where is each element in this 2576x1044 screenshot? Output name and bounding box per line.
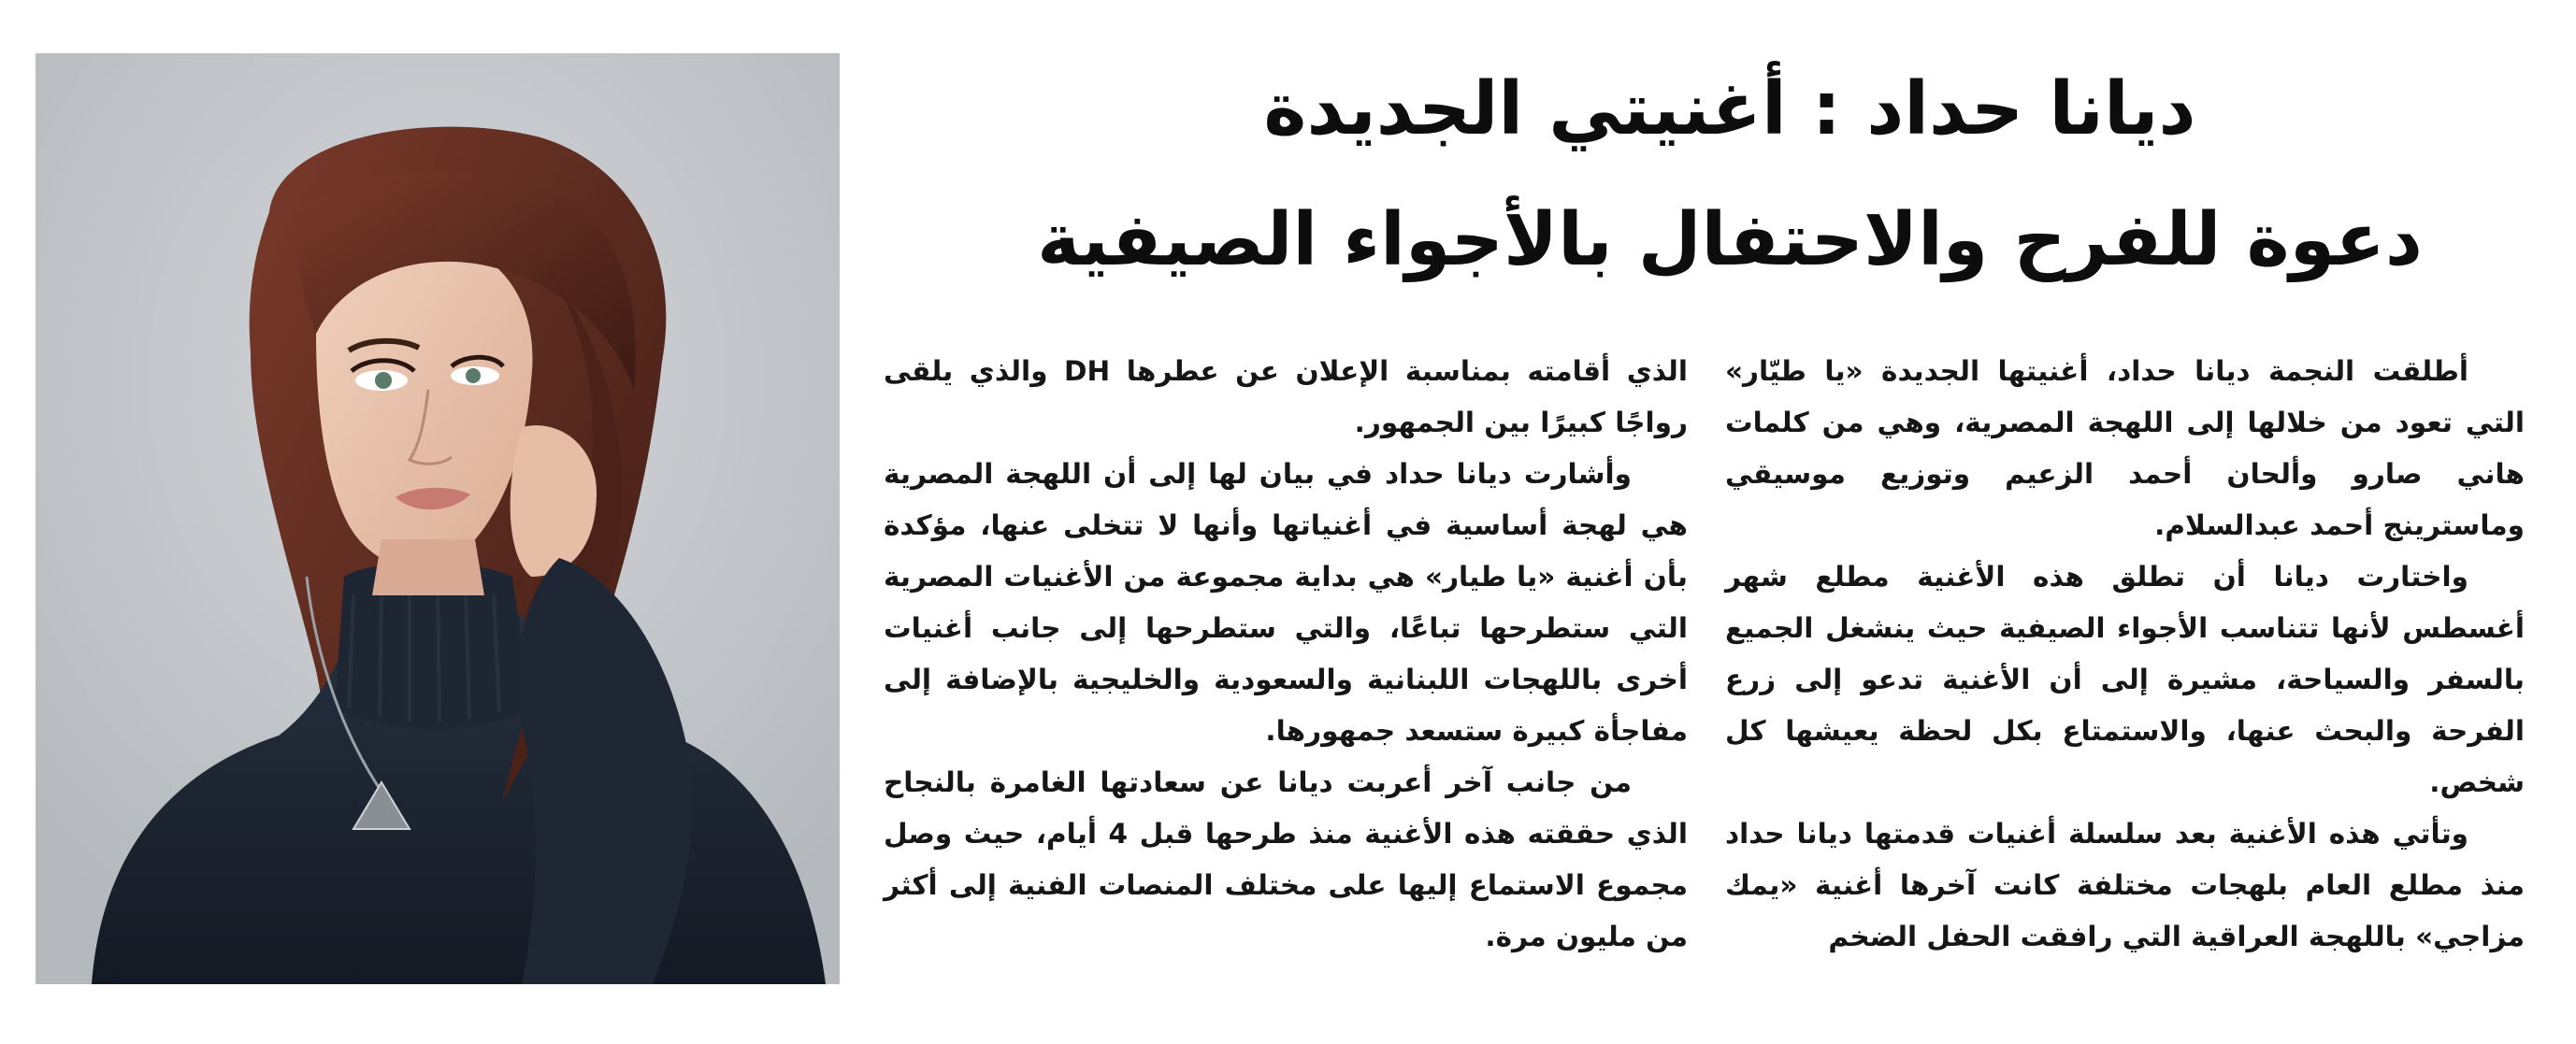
portrait-photo — [36, 53, 840, 984]
paragraph: أطلقت النجمة ديانا حداد، أغنيتها الجديدة «يا طيّار» التي تعود من خلالها إلى اللهجة المصرية، وهي من كلمات هاني صارو وألحان أحمد الزعيم وتوزيع موسيقي وماسترينج أحمد عبدالسلام. — [1725, 355, 2525, 541]
paragraph: واختارت ديانا أن تطلق هذه الأغنية مطلع شهر أغسطس لأنها تتناسب الأجواء الصيفية حيث ينشغل الجميع بالسفر والسياحة، مشيرة إلى أن الأغنية تدعو إلى زرع الفرحة والبحث عنها، والاستمتاع بكل لحظة يعيشها كل شخص. — [1725, 561, 2525, 798]
article-column-left — [884, 346, 1688, 963]
paragraph: وأشارت ديانا حداد في بيان لها إلى أن اللهجة المصرية هي لهجة أساسية في أغنياتها وأنها لا تتخلى عنها، مؤكدة بأن أغنية «يا طيار» هي بداية مجموعة من الأغنيات المصرية التي ستطرحها تباعًا، والتي ستطرحها إلى جانب أغنيات أخرى باللهجات اللبنانية والسعودية والخليجية بالإضافة إلى مفاجأة كبيرة ستسعد جمهورها. — [884, 458, 1688, 747]
article-column-right — [1725, 346, 2525, 963]
paragraph: من جانب آخر أعربت ديانا عن سعادتها الغامرة بالنجاح الذي حققته هذه الأغنية منذ طرحها قبل 4 أيام، حيث وصل مجموع الاستماع إليها على مختلف المنصات الفنية إلى أكثر من مليون مرة. — [884, 766, 1689, 952]
paragraph: وتأتي هذه الأغنية بعد سلسلة أغنيات قدمتها ديانا حداد منذ مطلع العام بلهجات مختلفة كانت آخرها أغنية «يمك مزاجي» باللهجة العراقية التي رافقت الحفل الضخم — [1725, 818, 2525, 952]
headline-line-1: ديانا حداد : أغنيتي الجديدة — [1263, 67, 2196, 151]
paragraph: الذي أقامته بمناسبة الإعلان عن عطرها DH والذي يلقى رواجًا كبيرًا بين الجمهور. — [884, 355, 1688, 438]
headline-line-2: دعوة للفرح والاحتفال بالأجواء الصيفية — [1037, 198, 2423, 282]
